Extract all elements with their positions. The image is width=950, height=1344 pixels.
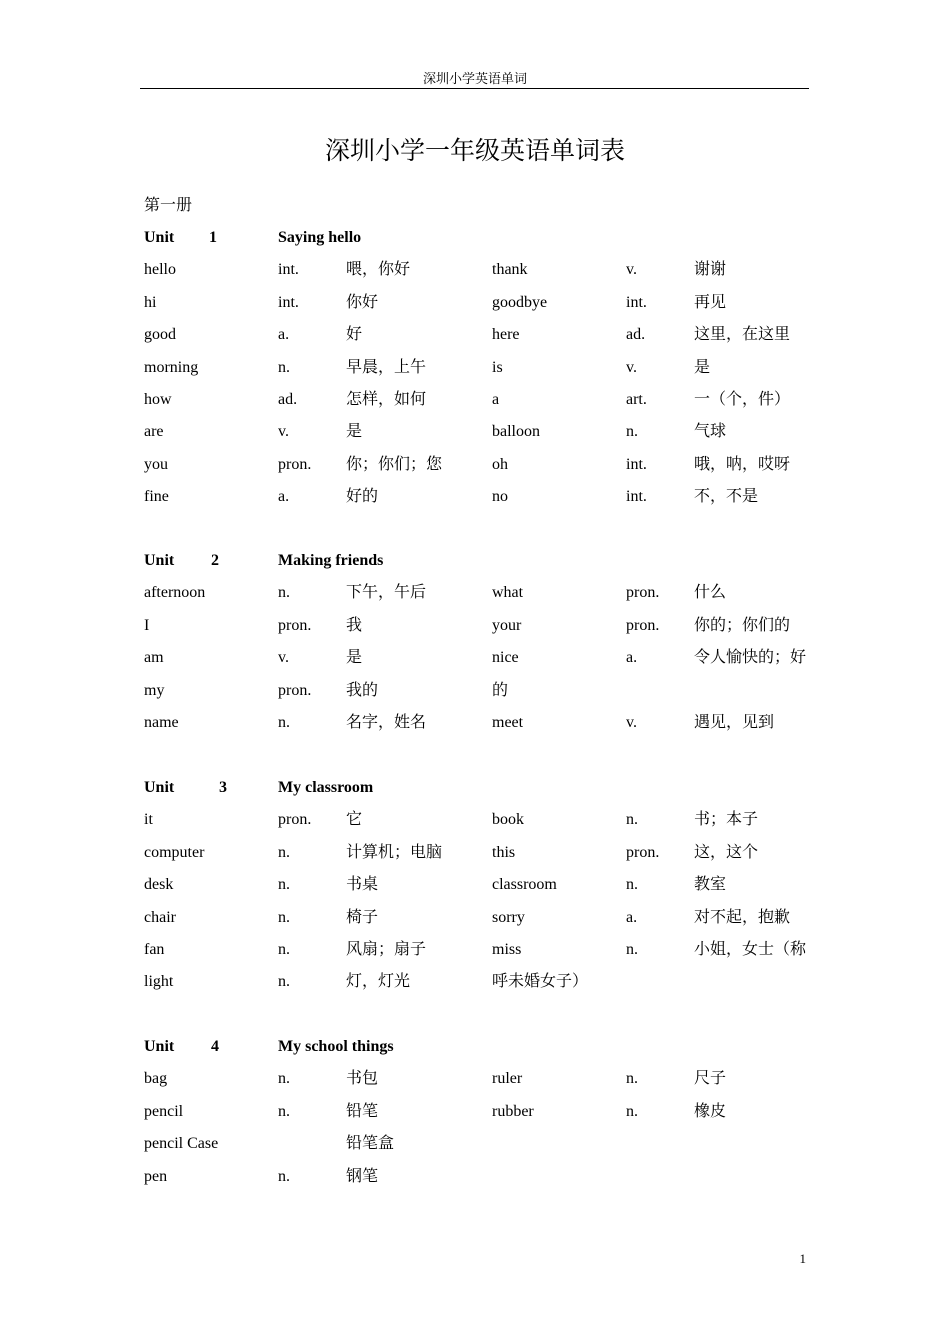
word-pos: n. bbox=[278, 908, 290, 926]
word-en: here bbox=[492, 326, 520, 344]
vocab-row bbox=[0, 1166, 950, 1198]
vocab-row bbox=[0, 357, 950, 389]
word-en: light bbox=[144, 973, 174, 991]
word-en: how bbox=[144, 390, 172, 408]
word-en: goodbye bbox=[492, 293, 548, 311]
word-zh: 下午，午后 bbox=[346, 584, 427, 602]
vocab-row bbox=[0, 259, 950, 291]
word-pos: n. bbox=[278, 1167, 290, 1185]
unit-number: 3 bbox=[219, 779, 227, 796]
word-pos: pron. bbox=[278, 681, 312, 699]
unit-title: Saying hello bbox=[278, 229, 362, 246]
vocab-row bbox=[0, 486, 950, 518]
word-en: 的 bbox=[492, 681, 509, 699]
word-en: desk bbox=[144, 876, 174, 894]
word-zh: 书；本子 bbox=[694, 811, 759, 829]
word-pos: n. bbox=[626, 423, 638, 441]
word-en: my bbox=[144, 681, 165, 699]
word-pos: v. bbox=[278, 423, 289, 441]
word-pos: a. bbox=[626, 649, 638, 667]
unit-number: 2 bbox=[211, 552, 219, 569]
unit-title: Making friends bbox=[278, 552, 384, 569]
word-zh: 这，这个 bbox=[694, 843, 759, 861]
word-pos: n. bbox=[278, 1070, 290, 1088]
word-en: good bbox=[144, 326, 176, 344]
vocab-table bbox=[0, 809, 950, 1003]
word-pos: v. bbox=[626, 358, 637, 376]
word-zh: 灯，灯光 bbox=[346, 973, 411, 991]
word-pos: n. bbox=[278, 940, 290, 958]
word-en: name bbox=[144, 713, 179, 731]
word-en: classroom bbox=[492, 876, 557, 894]
word-zh: 令人愉快的；好 bbox=[694, 649, 807, 667]
word-pos: int. bbox=[278, 261, 299, 279]
word-en: book bbox=[492, 811, 524, 829]
unit-heading bbox=[0, 550, 950, 572]
volume-label: 第一册 bbox=[144, 197, 193, 214]
vocab-row bbox=[0, 1101, 950, 1133]
word-pos: int. bbox=[626, 488, 647, 506]
word-en: are bbox=[144, 423, 164, 441]
word-zh: 风扇；扇子 bbox=[346, 940, 427, 958]
word-zh: 谢谢 bbox=[694, 261, 727, 279]
unit-label: Unit bbox=[144, 229, 175, 246]
word-en: oh bbox=[492, 455, 508, 473]
word-zh: 是 bbox=[694, 358, 711, 376]
vocab-row bbox=[0, 874, 950, 906]
vocab-row bbox=[0, 971, 950, 1003]
word-pos: a. bbox=[278, 326, 290, 344]
word-zh: 我 bbox=[346, 616, 363, 634]
word-pos: v. bbox=[626, 713, 637, 731]
vocab-row bbox=[0, 615, 950, 647]
unit-number: 4 bbox=[211, 1038, 219, 1055]
word-pos: int. bbox=[626, 455, 647, 473]
word-pos: n. bbox=[278, 358, 290, 376]
word-zh: 再见 bbox=[694, 293, 727, 311]
word-en: is bbox=[492, 358, 503, 376]
page-title: 深圳小学一年级英语单词表 bbox=[324, 138, 625, 165]
word-pos: n. bbox=[626, 1102, 638, 1120]
vocab-row bbox=[0, 324, 950, 356]
word-zh: 是 bbox=[346, 423, 363, 441]
vocab-row bbox=[0, 647, 950, 679]
vocab-table bbox=[0, 1068, 950, 1198]
word-zh: 橡皮 bbox=[694, 1102, 727, 1120]
unit-label: Unit bbox=[144, 552, 175, 569]
word-en: sorry bbox=[492, 908, 525, 926]
word-zh: 好的 bbox=[346, 488, 379, 506]
vocab-row bbox=[0, 939, 950, 971]
word-zh: 这里，在这里 bbox=[694, 326, 791, 344]
word-en: chair bbox=[144, 908, 176, 926]
vocab-table bbox=[0, 582, 950, 744]
unit-label: Unit bbox=[144, 779, 175, 796]
vocab-row bbox=[0, 1068, 950, 1100]
word-en: afternoon bbox=[144, 584, 206, 602]
word-en: fan bbox=[144, 940, 165, 958]
unit-heading bbox=[0, 1036, 950, 1058]
word-zh: 早晨，上午 bbox=[346, 358, 427, 376]
word-en: what bbox=[492, 584, 524, 602]
unit-heading bbox=[0, 227, 950, 249]
word-zh: 是 bbox=[346, 649, 363, 667]
word-zh: 铅笔 bbox=[346, 1102, 379, 1120]
word-pos: n. bbox=[626, 876, 638, 894]
vocab-row bbox=[0, 712, 950, 744]
word-zh: 书包 bbox=[346, 1070, 379, 1088]
vocab-row bbox=[0, 582, 950, 614]
word-zh: 不，不是 bbox=[694, 488, 759, 506]
word-zh: 椅子 bbox=[346, 908, 379, 926]
word-zh: 小姐，女士（称 bbox=[694, 940, 807, 958]
word-zh: 好 bbox=[346, 326, 363, 344]
word-pos: v. bbox=[278, 649, 289, 667]
word-pos: n. bbox=[278, 876, 290, 894]
word-zh: 书桌 bbox=[346, 876, 379, 894]
word-en: your bbox=[492, 616, 522, 634]
unit-label: Unit bbox=[144, 1038, 175, 1055]
word-zh: 教室 bbox=[694, 876, 727, 894]
word-en: pencil Case bbox=[144, 1135, 219, 1153]
vocab-row bbox=[0, 292, 950, 324]
unit-number: 1 bbox=[209, 229, 217, 246]
word-en: balloon bbox=[492, 423, 540, 441]
header-rule bbox=[140, 88, 809, 89]
word-pos: art. bbox=[626, 390, 647, 408]
word-zh: 什么 bbox=[694, 584, 727, 602]
word-en: pencil bbox=[144, 1102, 184, 1120]
unit-title: My school things bbox=[278, 1038, 394, 1055]
word-zh: 钢笔 bbox=[346, 1167, 379, 1185]
word-pos: ad. bbox=[278, 390, 298, 408]
word-en: I bbox=[144, 616, 150, 634]
word-pos: pron. bbox=[278, 616, 312, 634]
word-en: bag bbox=[144, 1070, 168, 1088]
word-pos: pron. bbox=[278, 455, 312, 473]
vocab-row bbox=[0, 680, 950, 712]
word-pos: n. bbox=[278, 973, 290, 991]
word-en: pen bbox=[144, 1167, 168, 1185]
word-en: miss bbox=[492, 940, 522, 958]
vocab-row bbox=[0, 421, 950, 453]
word-en: am bbox=[144, 649, 164, 667]
word-en: fine bbox=[144, 488, 169, 506]
word-pos: n. bbox=[626, 811, 638, 829]
word-pos: a. bbox=[626, 908, 638, 926]
word-en: 呼未婚女子） bbox=[492, 973, 589, 991]
word-pos: v. bbox=[626, 261, 637, 279]
vocab-row bbox=[0, 1133, 950, 1165]
word-zh: 一（个，件） bbox=[694, 390, 791, 408]
word-pos: a. bbox=[278, 488, 290, 506]
word-zh: 哦，呐，哎呀 bbox=[694, 455, 791, 473]
word-zh: 你的；你们的 bbox=[694, 616, 791, 634]
word-zh: 计算机；电脑 bbox=[346, 843, 443, 861]
running-header: 深圳小学英语单词 bbox=[422, 71, 527, 86]
word-pos: n. bbox=[278, 843, 290, 861]
vocab-row bbox=[0, 842, 950, 874]
vocab-row bbox=[0, 454, 950, 486]
word-pos: n. bbox=[278, 713, 290, 731]
word-zh: 铅笔盒 bbox=[346, 1135, 395, 1153]
vocab-row bbox=[0, 809, 950, 841]
word-en: morning bbox=[144, 358, 199, 376]
word-en: you bbox=[144, 455, 168, 473]
unit-heading bbox=[0, 777, 950, 799]
word-en: nice bbox=[492, 649, 519, 667]
word-pos: int. bbox=[626, 293, 647, 311]
word-zh: 你；你们；您 bbox=[346, 455, 443, 473]
word-en: hi bbox=[144, 293, 157, 311]
word-pos: n. bbox=[278, 1102, 290, 1120]
word-en: this bbox=[492, 843, 516, 861]
word-zh: 你好 bbox=[346, 293, 379, 311]
word-zh: 气球 bbox=[694, 423, 727, 441]
word-en: hello bbox=[144, 261, 176, 279]
page-number: 1 bbox=[799, 1251, 806, 1266]
word-en: rubber bbox=[492, 1102, 534, 1120]
vocab-table bbox=[0, 259, 950, 518]
word-en: no bbox=[492, 488, 508, 506]
unit-title: My classroom bbox=[278, 779, 374, 796]
word-pos: pron. bbox=[626, 584, 660, 602]
word-pos: pron. bbox=[626, 843, 660, 861]
word-zh: 喂，你好 bbox=[346, 261, 411, 279]
word-zh: 尺子 bbox=[694, 1070, 727, 1088]
word-en: computer bbox=[144, 843, 205, 861]
word-zh: 对不起，抱歉 bbox=[694, 908, 791, 926]
word-pos: int. bbox=[278, 293, 299, 311]
vocab-row bbox=[0, 389, 950, 421]
word-en: thank bbox=[492, 261, 528, 279]
word-zh: 怎样，如何 bbox=[346, 390, 427, 408]
word-en: it bbox=[144, 811, 153, 829]
word-en: a bbox=[492, 390, 500, 408]
word-zh: 它 bbox=[346, 811, 363, 829]
vocab-row bbox=[0, 907, 950, 939]
word-en: ruler bbox=[492, 1070, 523, 1088]
word-zh: 名字，姓名 bbox=[346, 713, 427, 731]
word-zh: 遇见，见到 bbox=[694, 713, 775, 731]
word-pos: n. bbox=[626, 1070, 638, 1088]
word-pos: pron. bbox=[278, 811, 312, 829]
word-pos: ad. bbox=[626, 326, 646, 344]
word-pos: n. bbox=[278, 584, 290, 602]
word-pos: n. bbox=[626, 940, 638, 958]
word-pos: pron. bbox=[626, 616, 660, 634]
word-zh: 我的 bbox=[346, 681, 379, 699]
word-en: meet bbox=[492, 713, 524, 731]
